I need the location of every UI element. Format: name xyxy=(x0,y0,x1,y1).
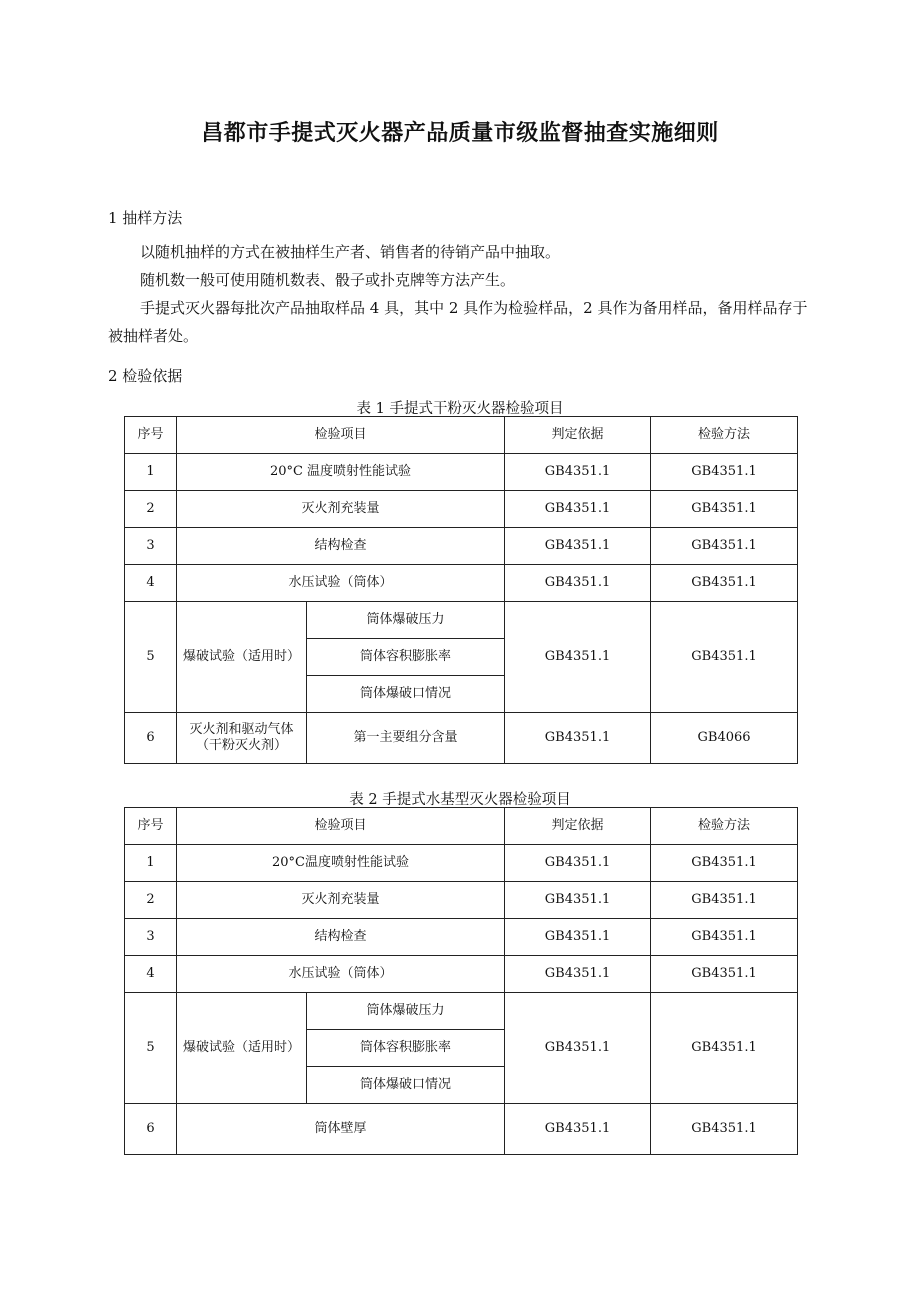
cell-item xyxy=(177,713,307,764)
cell-no: 3 xyxy=(125,528,177,565)
header-cell: 检验项目 xyxy=(177,417,505,454)
cell-item: 结构检查 xyxy=(177,919,505,956)
cell-method: GB4351.1 xyxy=(651,993,798,1104)
cell-basis: GB4351.1 xyxy=(505,565,651,602)
cell-basis: GB4351.1 xyxy=(505,919,651,956)
cell-basis: GB4351.1 xyxy=(505,528,651,565)
cell-no: 5 xyxy=(125,602,177,713)
cell-subitem: 筒体爆破压力 xyxy=(307,993,505,1030)
table-2-caption: 表 2 手提式水基型灭火器检验项目 xyxy=(349,792,571,808)
page-title: 昌都市手提式灭火器产品质量市级监督抽查实施细则 xyxy=(201,121,719,146)
cell-basis: GB4351.1 xyxy=(505,882,651,919)
section-1-heading: 1 抽样方法 xyxy=(108,209,183,227)
cell-basis: GB4351.1 xyxy=(505,1104,651,1155)
cell-subitem: 筒体爆破压力 xyxy=(307,602,505,639)
table-row xyxy=(125,993,798,1030)
cell-no: 1 xyxy=(125,845,177,882)
cell-basis: GB4351.1 xyxy=(505,454,651,491)
cell-no: 6 xyxy=(125,713,177,764)
table-header-row xyxy=(125,808,798,845)
cell-no: 3 xyxy=(125,919,177,956)
cell-basis: GB4351.1 xyxy=(505,491,651,528)
table-header-row xyxy=(125,417,798,454)
cell-method: GB4066 xyxy=(651,713,798,764)
cell-item: 灭火剂充装量 xyxy=(177,882,505,919)
cell-no: 6 xyxy=(125,1104,177,1155)
cell-method: GB4351.1 xyxy=(651,602,798,713)
cell-basis: GB4351.1 xyxy=(505,602,651,713)
cell-item: 水压试验（筒体） xyxy=(177,565,505,602)
cell-no: 2 xyxy=(125,491,177,528)
cell-subitem: 筒体爆破口情况 xyxy=(307,1067,505,1104)
header-cell: 序号 xyxy=(125,808,177,845)
cell-basis: GB4351.1 xyxy=(505,713,651,764)
cell-subitem: 筒体爆破口情况 xyxy=(307,676,505,713)
cell-item: 结构检查 xyxy=(177,528,505,565)
paragraph: 随机数一般可使用随机数表、骰子或扑克牌等方法产生。 xyxy=(140,271,516,289)
cell-item: 爆破试验（适用时） xyxy=(177,602,307,713)
section-2-heading: 2 检验依据 xyxy=(108,367,183,385)
table-row xyxy=(125,713,798,764)
table-row xyxy=(125,882,798,919)
header-cell: 检验项目 xyxy=(177,808,505,845)
header-cell: 检验方法 xyxy=(651,808,798,845)
cell-method: GB4351.1 xyxy=(651,565,798,602)
table-1-caption: 表 1 手提式干粉灭火器检验项目 xyxy=(356,401,564,417)
header-cell: 判定依据 xyxy=(505,417,651,454)
header-cell: 序号 xyxy=(125,417,177,454)
cell-item: 20°C温度喷射性能试验 xyxy=(177,845,505,882)
cell-no: 5 xyxy=(125,993,177,1104)
cell-basis: GB4351.1 xyxy=(505,956,651,993)
table-row xyxy=(125,919,798,956)
cell-method: GB4351.1 xyxy=(651,845,798,882)
table-row xyxy=(125,565,798,602)
cell-method: GB4351.1 xyxy=(651,454,798,491)
table-row xyxy=(125,491,798,528)
cell-item-line: （干粉灭火剂） xyxy=(195,738,287,753)
cell-item: 20°C 温度喷射性能试验 xyxy=(177,454,505,491)
table-1 xyxy=(124,416,798,764)
cell-no: 1 xyxy=(125,454,177,491)
table-row xyxy=(125,528,798,565)
cell-item: 水压试验（筒体） xyxy=(177,956,505,993)
cell-no: 4 xyxy=(125,565,177,602)
header-cell: 检验方法 xyxy=(651,417,798,454)
section-1-body xyxy=(108,238,814,350)
cell-method: GB4351.1 xyxy=(651,956,798,993)
table-row xyxy=(125,845,798,882)
table-row xyxy=(125,956,798,993)
cell-subitem: 第一主要组分含量 xyxy=(307,713,505,764)
table-row xyxy=(125,454,798,491)
table-row xyxy=(125,1104,798,1155)
paragraph: 以随机抽样的方式在被抽样生产者、销售者的待销产品中抽取。 xyxy=(140,243,561,261)
header-cell: 判定依据 xyxy=(505,808,651,845)
cell-item: 灭火剂充装量 xyxy=(177,491,505,528)
cell-subitem: 筒体容积膨胀率 xyxy=(307,639,505,676)
cell-no: 4 xyxy=(125,956,177,993)
cell-basis: GB4351.1 xyxy=(505,993,651,1104)
cell-item: 爆破试验（适用时） xyxy=(177,993,307,1104)
cell-no: 2 xyxy=(125,882,177,919)
cell-method: GB4351.1 xyxy=(651,491,798,528)
cell-method: GB4351.1 xyxy=(651,882,798,919)
cell-item-line: 灭火剂和驱动气体 xyxy=(189,722,294,737)
cell-subitem: 筒体容积膨胀率 xyxy=(307,1030,505,1067)
table-row xyxy=(125,602,798,639)
cell-basis: GB4351.1 xyxy=(505,845,651,882)
cell-method: GB4351.1 xyxy=(651,1104,798,1155)
cell-method: GB4351.1 xyxy=(651,528,798,565)
cell-method: GB4351.1 xyxy=(651,919,798,956)
paragraph: 手提式灭火器每批次产品抽取样品 4 具，其中 2 具作为检验样品，2 具作为备用样品，备用样品存于被抽样者处。 xyxy=(108,299,808,345)
table-2 xyxy=(124,807,798,1155)
cell-item: 筒体壁厚 xyxy=(177,1104,505,1155)
